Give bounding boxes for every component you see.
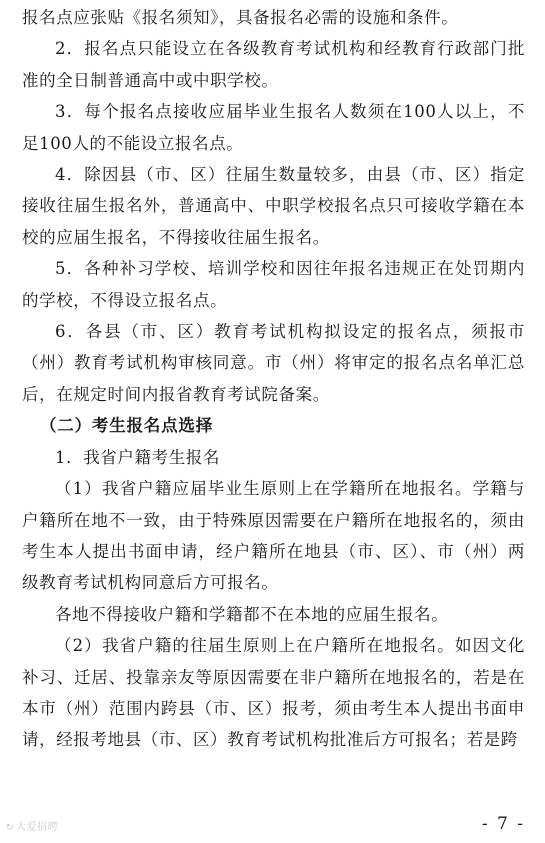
paragraph-item-4: 4．除因县（市、区）往届生数量较多，由县（市、区）指定接收往届生报名外，普通高中、中职学校报名点只可接收学籍在本校的应届生报名，不得接收往届生报名。 [22,165,525,247]
document-body [22,2,525,756]
paragraph-previous-graduates: （2）我省户籍的往届生原则上在户籍所在地报名。如因文化补习、迁居、投靠亲友等原因需要在非户籍所在地报名的，若是在本市（州）范围内跨县（市、区）报考，须由考生本人提出书面申请，经报考地县（市、区）教育考试机构批准后方可报名；若是跨 [22,636,525,750]
watermark-text: 大爱招聘 [16,822,59,833]
paragraph-item-3: 3．每个报名点接收应届毕业生报名人数须在100人以上，不足100人的不能设立报名点。 [22,102,525,153]
section-heading: （二）考生报名点选择 [40,416,213,436]
page-number: - 7 - [481,814,525,834]
paragraph-fresh-graduates: （1）我省户籍应届毕业生原则上在学籍所在地报名。学籍与户籍所在地不一致，由于特殊原因需要在户籍所在地报名的，须由考生本人提出书面申请，经户籍所在地县（市、区）、市（州）两级教育考试机构同意后方可报名。 [22,479,525,593]
paragraph-item-6: 6．各县（市、区）教育考试机构拟设定的报名点，须报市（州）教育考试机构审核同意。市（州）将审定的报名点名单汇总后，在规定时间内报省教育考试院备案。 [22,322,525,404]
subsection-title: 1．我省户籍考生报名 [55,447,220,467]
paragraph-restriction: 各地不得接收户籍和学籍都不在本地的应届生报名。 [55,604,449,624]
watermark-icon: ↻ [6,823,15,833]
paragraph-item-5: 5．各种补习学校、培训学校和因往年报名违规正在处罚期内的学校，不得设立报名点。 [22,259,525,310]
watermark-logo [6,818,58,833]
paragraph-item-2: 2．报名点只能设立在各级教育考试机构和经教育行政部门批准的全日制普通高中或中职学校。 [22,39,525,90]
paragraph-continuation: 报名点应张贴《报名须知》，具备报名必需的设施和条件。 [22,8,459,27]
